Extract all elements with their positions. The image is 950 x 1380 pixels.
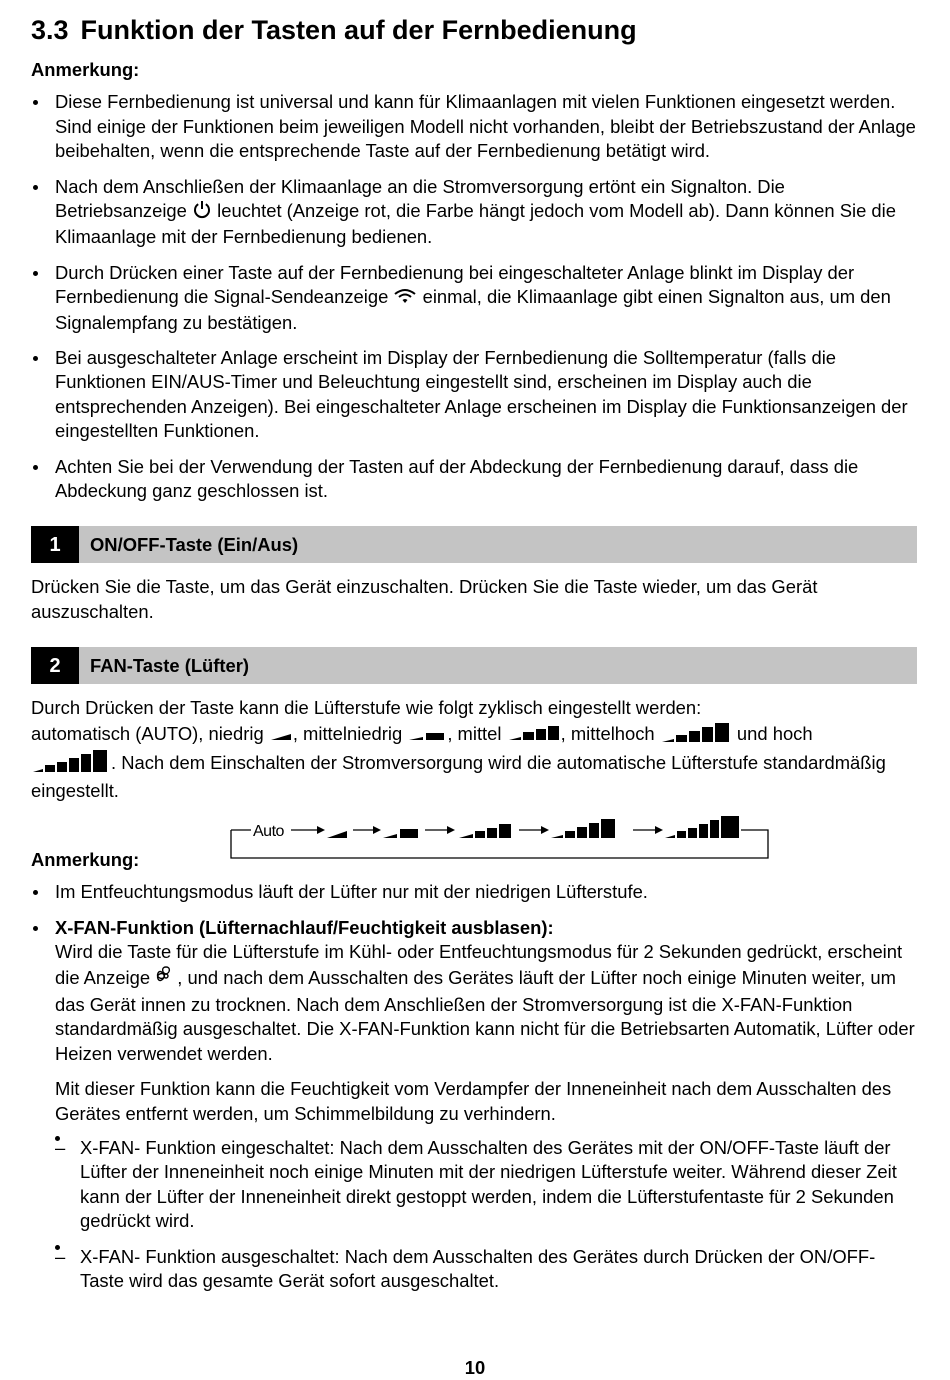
fan-speed-medium-low-icon — [407, 723, 447, 747]
list-item: X-FAN-Funktion (Lüfternachlauf/Feuchtigkeit ausblasen): Wird die Taste für die Lüfterstufe im Kühl- oder Entfeuchtungsmodus für 2 Sekunden gedrückt, erscheint die Anzeige , und nach dem Ausschalten des Gerätes läuft der Lüfter noch einige Minuten weiter, um das Gerät innen zu trocknen. Nach dem Anschließen der Stromversorgung ist die X-FAN-Funktion standardmäßig ausgeschaltet. Die X-FAN-Funktion kann nicht für die Betriebsarten Automatik, Lüfter oder Heizen verwendet werden. Mit dieser Funktion kann die Feuchtigkeit vom Verdampfer der Inneneinheit nach dem Ausschalten des Gerätes entfernt werden, um Schimmelbildung zu verhindern. – X-FAN- Funktion eingeschaltet: Nach dem Ausschalten des Gerätes mit der ON/OFF-Taste läuft der Lüfter der Inneneinheit noch einige Minuten mit der niedrigen Lüfterstufe weiter. Während dieser Zeit kann der Lüfter der Inneneinheit direkt gestoppt werden, indem die Lüfterstufentaste für 2 Sekunden gedrückt wird. – X-FAN- Funktion ausgeschaltet: Nach dem Ausschalten des Gerätes durch Drücken der ON/OFF-Taste wird das gesamte Gerät sofort ausgeschaltet. — [31, 916, 917, 1294]
signal-icon — [393, 286, 417, 310]
list-item: Diese Fernbedienung ist universal und kann für Klimaanlagen mit vielen Funktionen eingesetzt werden. Sind einige der Funktionen beim jeweiligen Modell nicht vorhanden, bleibt der Betriebszustand der Anlage beibehalten, wenn die entsprechende Taste auf der Fernbedienung betätigt wird. — [31, 90, 917, 163]
diagram-auto-label: Auto — [253, 822, 284, 840]
fan-speed-medium-icon — [507, 723, 561, 747]
list-item: Nach dem Anschließen der Klimaanlage an die Stromversorgung ertönt ein Signalton. Die Betriebsanzeige leuchtet (Anzeige rot, die Farbe hängt jedoch vom Modell ab). Dann können Sie die Klimaanlage mit der Fernbedienung bedienen. — [31, 175, 917, 250]
fan-speed-medium-high-icon — [660, 721, 732, 749]
section-bar-fan — [31, 647, 917, 684]
list-item: Bei ausgeschalteter Anlage erscheint im Display der Fernbedienung die Solltemperatur (falls die Funktionen EIN/AUS-Timer und Beleuchtung eingestellt sind, erscheinen im Display auch die entsprechenden Anzeigen). Bei eingeschalteter Anlage erscheinen im Display die Funktionsanzeigen der eingestellten Funktionen. — [31, 346, 917, 444]
power-icon — [192, 199, 212, 225]
section-number: 2 — [31, 647, 79, 684]
list-item: Achten Sie bei der Verwendung der Tasten auf der Abdeckung der Fernbedienung darauf, dass die Abdeckung ganz geschlossen ist. — [31, 455, 917, 504]
xfan-fan-icon — [155, 965, 177, 993]
fan-note-label: Anmerkung: — [31, 848, 140, 870]
xfan-states-list — [55, 1136, 917, 1293]
fan-speed-cycle-diagram — [31, 814, 917, 860]
intro-note-list — [31, 90, 917, 503]
heading-title: Funktion der Tasten auf der Fernbedienung — [80, 15, 637, 45]
section-number: 1 — [31, 526, 79, 563]
list-item: Durch Drücken einer Taste auf der Fernbedienung bei eingeschalteter Anlage blinkt im Display der Fernbedienung die Signal-Sendeanzeige einmal, die Klimaanlage gibt einen Signalton aus, um den Signalempfang zu bestätigen. — [31, 261, 917, 335]
page-number: 10 — [464, 1357, 486, 1378]
section-title: ON/OFF-Taste (Ein/Aus) — [90, 533, 299, 555]
heading-number: 3.3 — [31, 15, 69, 45]
section-title: FAN-Taste (Lüfter) — [90, 654, 250, 676]
section-bar-onoff — [31, 526, 917, 563]
page-content — [31, 12, 917, 1304]
onoff-description: Drücken Sie die Taste, um das Gerät einzuschalten. Drücken Sie die Taste wieder, um das Gerät auszuschalten. — [31, 576, 818, 622]
intro-note-label: Anmerkung: — [31, 59, 140, 80]
fan-description: Durch Drücken der Taste kann die Lüfterstufe wie folgt zyklisch eingestellt werden: automatisch (AUTO), niedrig , mittelniedrig , mittel , mittelhoch und hoch . Nach dem Einschalten der Stromversorgung wird die automatische Lüfterstufe standardmäßig eingestellt. — [31, 697, 886, 802]
fan-speed-low-icon — [269, 723, 293, 747]
xfan-purpose: Mit dieser Funktion kann die Feuchtigkeit vom Verdampfer der Inneneinheit nach dem Ausschalten des Gerätes entfernt werden, um Schimmelbildung zu verhindern. — [55, 1078, 892, 1124]
xfan-title: X-FAN-Funktion (Lüfternachlauf/Feuchtigkeit ausblasen): — [55, 916, 554, 938]
fan-speed-high-icon — [31, 749, 111, 779]
fan-note-list — [31, 880, 917, 1293]
list-item: – X-FAN- Funktion eingeschaltet: Nach dem Ausschalten des Gerätes mit der ON/OFF-Taste läuft der Lüfter der Inneneinheit noch einige Minuten mit der niedrigen Lüfterstufe weiter. Während dieser Zeit kann der Lüfter der Inneneinheit direkt gestoppt werden, indem die Lüfterstufentaste für 2 Sekunden gedrückt wird. — [55, 1136, 917, 1234]
section-heading — [31, 12, 917, 48]
list-item: Im Entfeuchtungsmodus läuft der Lüfter nur mit der niedrigen Lüfterstufe. — [31, 880, 917, 904]
list-item: – X-FAN- Funktion ausgeschaltet: Nach dem Ausschalten des Gerätes durch Drücken der ON/OFF-Taste wird das gesamte Gerät sofort ausgeschaltet. — [55, 1245, 917, 1294]
